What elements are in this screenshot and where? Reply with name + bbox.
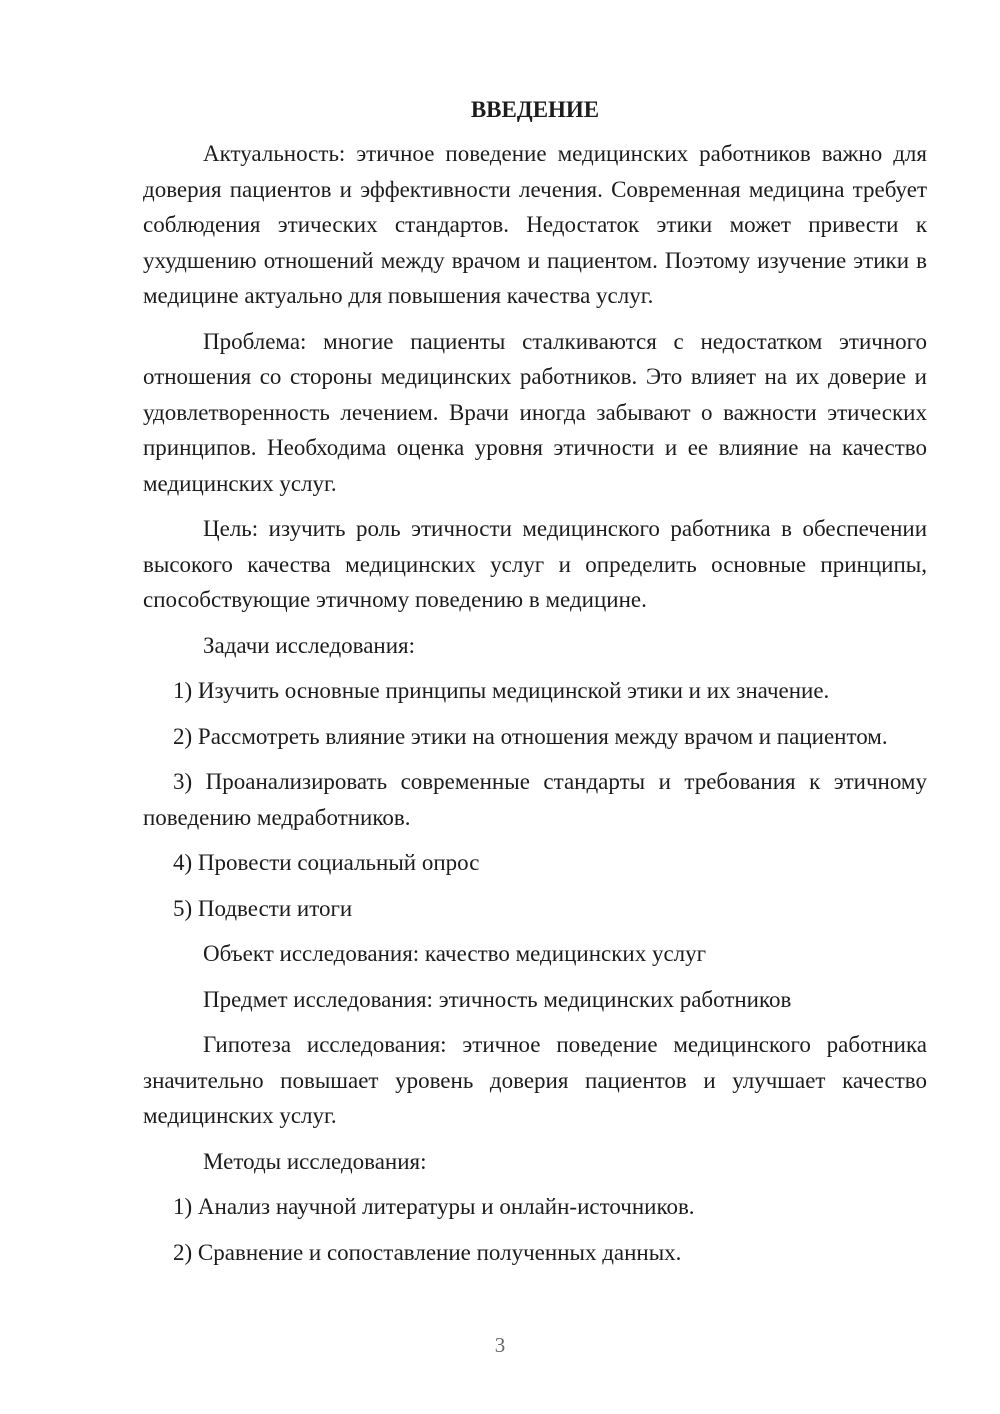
task-item: 3) Проанализировать современные стандарты и требования к этичному поведению медработников.: [143, 769, 927, 830]
paragraph-relevance: Актуальность: этичное поведение медицинских работников важно для доверия пациентов и эффективности лечения. Современная медицина требует соблюдения этических стандартов. Недостаток этики может привести к ухудшению отношений между врачом и пациентом. Поэтому изучение этики в медицине актуально для повышения качества услуг.: [143, 141, 927, 308]
task-item: 2) Рассмотреть влияние этики на отношения между врачом и пациентом.: [173, 723, 888, 749]
task-item: 4) Провести социальный опрос: [173, 850, 480, 875]
method-item: 1) Анализ научной литературы и онлайн-источников.: [173, 1194, 695, 1219]
tasks-heading: Задачи исследования:: [203, 632, 416, 658]
paragraph-problem: Проблема: многие пациенты сталкиваются с недостатком этичного отношения со стороны медицинских работников. Это влияет на их доверие и удовлетворенность лечением. Врачи иногда забывают о важности этических принципов. Необходима оценка уровня этичности и ее влияние на качество медицинских услуг.: [143, 328, 927, 496]
task-item: 5) Подвести итоги: [173, 895, 353, 921]
paragraph-object: Объект исследования: качество медицинских услуг: [203, 941, 707, 966]
methods-heading: Методы исследования:: [203, 1148, 427, 1174]
page-title: ВВЕДЕНИЕ: [470, 97, 600, 122]
task-item: 1) Изучить основные принципы медицинской этики и их значение.: [173, 678, 830, 703]
paragraph-goal: Цель: изучить роль этичности медицинского работника в обеспечении высокого качества медицинских услуг и определить основные принципы, способствующие этичному поведению в медицине.: [143, 516, 927, 612]
paragraph-hypothesis: Гипотеза исследования: этичное поведение медицинского работника значительно повышает уровень доверия пациентов и улучшает качество медицинских услуг.: [143, 1032, 927, 1128]
page-number: 3: [494, 1333, 506, 1357]
method-item: 2) Сравнение и сопоставление полученных данных.: [173, 1239, 682, 1265]
paragraph-subject: Предмет исследования: этичность медицинских работников: [203, 986, 792, 1012]
page-content: [143, 92, 927, 1280]
